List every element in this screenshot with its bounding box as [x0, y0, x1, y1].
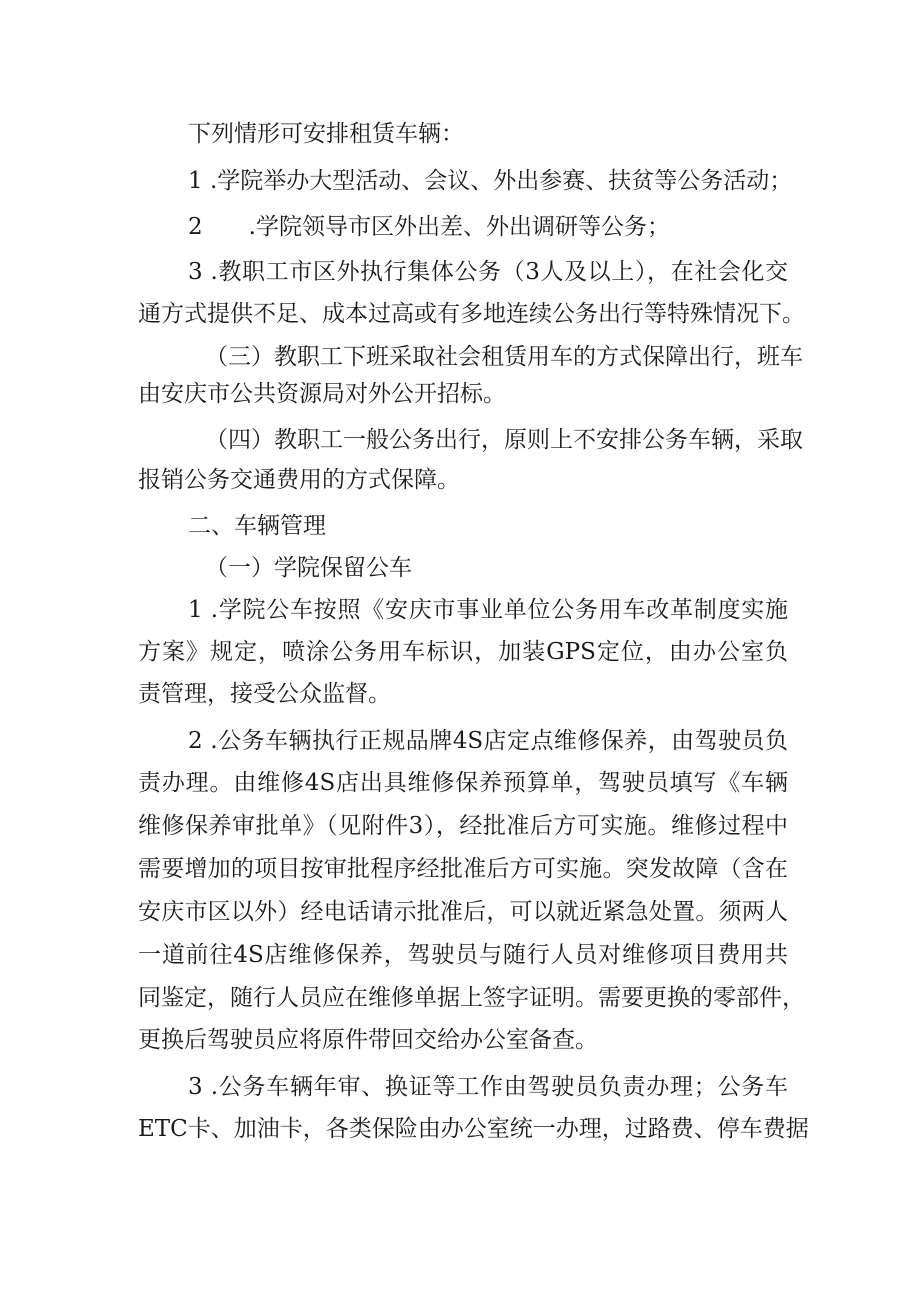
- paragraph-line: （三）教职工下班采取社会租赁用车的方式保障出行，班车: [205, 344, 803, 370]
- subsection-heading: （一）学院保留公车: [205, 555, 412, 581]
- paragraph-line: 下列情形可安排租赁车辆：: [188, 121, 464, 147]
- paragraph-line: 责管理，接受公众监督。: [138, 681, 391, 707]
- paragraph-line: 方案》规定，喷涂公务用车标识，加装GPS定位，由办公室负: [138, 639, 788, 665]
- paragraph-line: （四）教职工一般公务出行，原则上不安排公务车辆，采取: [205, 427, 803, 453]
- paragraph-line: 责办理。由维修4S店出具维修保养预算单，驾驶员填写《车辆: [138, 770, 788, 796]
- list-item-line: 3 .教职工市区外执行集体公务（3人及以上），在社会化交: [188, 259, 788, 285]
- paragraph-line: 安庆市区以外）经电话请示批准后，可以就近紧急处置。须两人: [138, 899, 788, 925]
- paragraph-line: 通方式提供不足、成本过高或有多地连续公务出行等特殊情况下。: [138, 301, 805, 327]
- paragraph-line: 更换后驾驶员应将原件带回交给办公室备查。: [138, 1027, 598, 1053]
- list-item-line: 3 .公务车辆年审、换证等工作由驾驶员负责办理；公务车: [188, 1074, 788, 1100]
- paragraph-line: ETC卡、加油卡，各类保险由办公室统一办理，过路费、停车费据: [138, 1116, 809, 1142]
- paragraph-line: 同鉴定，随行人员应在维修单据上签字证明。需要更换的零部件，: [138, 985, 805, 1011]
- paragraph-line: 由安庆市公共资源局对外公开招标。: [138, 381, 506, 407]
- list-item-line: 2 .公务车辆执行正规品牌4S店定点维修保养，由驾驶员负: [188, 728, 788, 754]
- list-item-line: 2 .学院领导市区外出差、外出调研等公务；: [188, 214, 670, 240]
- paragraph-line: 维修保养审批单》（见附件3），经批准后方可实施。维修过程中: [138, 813, 788, 839]
- paragraph-line: 报销公务交通费用的方式保障。: [138, 467, 460, 493]
- list-item-line: 1 .学院举办大型活动、会议、外出参赛、扶贫等公务活动；: [188, 168, 793, 194]
- list-item-line: 1 .学院公车按照《安庆市事业单位公务用车改革制度实施: [188, 597, 788, 623]
- section-heading: 二、车辆管理: [188, 513, 326, 539]
- paragraph-line: 需要增加的项目按审批程序经批准后方可实施。突发故障（含在: [138, 856, 788, 882]
- paragraph-line: 一道前往4S店维修保养，驾驶员与随行人员对维修项目费用共: [138, 942, 788, 968]
